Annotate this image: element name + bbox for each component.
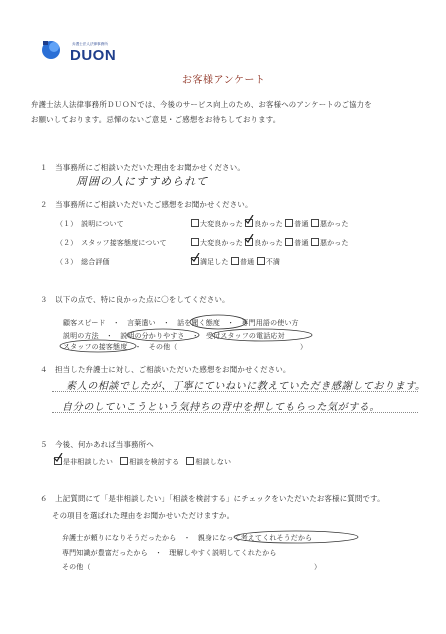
- intro-line-2: お願いしております。忌憚のないご意見・ご感想をお待ちしております。: [31, 115, 281, 124]
- page-title: お客様アンケート: [182, 75, 266, 86]
- q2-question: ２ 当事務所にご相談いただいたご感想をお聞かせください。: [40, 200, 253, 209]
- q4-answer-2[interactable]: 自分のしていこうという気持ちの背中を押してもらった気がする。: [62, 402, 380, 413]
- q1-answer[interactable]: 周囲の人にすすめられて: [76, 175, 209, 188]
- q2-row-3-options: 満足した 普通 不満: [191, 257, 280, 267]
- q3-line-2: 説明の方法 ・ 説明の分かりやすさ ・ 受付スタッフの電話応対: [63, 332, 285, 340]
- q2-row-1-label: （１） 説明について: [56, 220, 124, 228]
- q2-row-3-label: （３） 総合評価: [56, 258, 110, 266]
- q6-line-3a: その他（: [62, 563, 91, 571]
- q3-question: ３ 以下の点で、特に良かった点に〇をしてください。: [40, 295, 230, 304]
- q5-question: ５ 今後、何かあれば当事務所へ: [40, 440, 154, 449]
- logo-name: DUON: [70, 47, 117, 64]
- q5-options: 是非相談したい 相談を検討する 相談しない: [54, 457, 231, 467]
- q2-row-2-label: （２） スタッフ接客態度について: [56, 239, 167, 247]
- intro-line-1: 弁護士法人法律事務所ＤＵＯＮでは、今後のサービス向上のため、お客様へのアンケートのご協力を: [31, 100, 372, 109]
- q3-line-3b: ）: [300, 343, 308, 351]
- logo-subtitle: 弁護士法人法律事務所: [72, 42, 108, 46]
- q6-prompt: その項目を選ばれた理由をお聞かせいただけますか。: [52, 511, 235, 520]
- q6-line-2: 専門知識が豊富だったから ・ 理解しやすく説明してくれたから: [62, 549, 277, 557]
- q6-line-1: 弁護士が頼りになりそうだったから ・ 親身になって考えてくれそうだから: [62, 534, 313, 542]
- q3-line-3a: スタッフの接客態度 ・ その他（: [63, 343, 178, 351]
- q4-question: ４ 担当した弁護士に対し、ご相談いただいた感想をお聞かせください。: [40, 365, 291, 374]
- q6-circle-mark: [234, 531, 358, 543]
- q2-row-1-options: 大変良かった 良かった 普通 悪かった: [191, 219, 349, 229]
- q6-line-3b: ）: [314, 563, 322, 571]
- q3-line-1: 顧客スピード ・ 言葉遣い ・ 話を聞く態度 ・ 専門用語の使い方: [63, 319, 299, 327]
- q6-question: ６ 上記質問にて「是非相談したい」「相談を検討する」にチェックをいただいたお客様に質問です。: [40, 494, 385, 503]
- q4-answer-1[interactable]: 素人の相談でしたが、丁寧にていねいに教えていただき感謝しております。: [66, 381, 426, 392]
- q2-row-2-options: 大変良かった 良かった 普通 悪かった: [191, 238, 349, 248]
- q1-question: １ 当事務所にご相談いただいた理由をお聞かせください。: [40, 163, 245, 172]
